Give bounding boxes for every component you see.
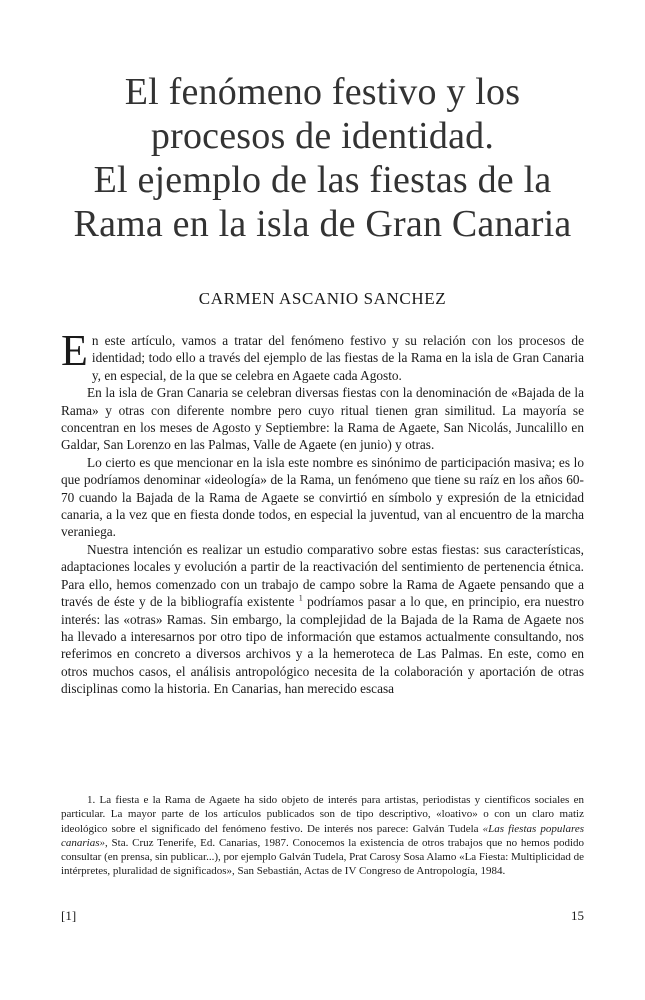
footnote-ref: 1 (298, 593, 303, 603)
paragraph-4-text-b: podríamos pasar a lo que, en principio, era nuestro interés: las «otras» Ramas. Sin embargo, la complejidad de la Bajada de la Rama de Agaete nos ha llevado a interesarnos por otro tipo de información que estamos actualmente consultando, nos referimos en concreto a diversos archivos y a la hemeroteca de Las Palmas. En este, como en otros muchos casos, el análisis antropológico necesita de la colaboración y aportación de otras disciplinas como la historia. En Canarias, han merecido escasa (61, 594, 585, 697)
footnote-text-a: 1. La fiesta e la Rama de Agaete ha sido objeto de interés para artistas, periodistas y científicos sociales en particular. La mayor parte de los artículos publicados son de tipo descriptivo, «loativo» o con un claro matiz ideológico sobre el significado del fenómeno festivo. De interés nos parece: Galván Tudela (61, 794, 584, 835)
title-line: El ejemplo de las fiestas de la (93, 159, 552, 201)
paragraph-1-text: n este artículo, vamos a tratar del fenómeno festivo y su relación con los procesos de identidad; todo ello a través del ejemplo de las fiestas de la Rama en la isla de Gran Canaria y, en especial, de la que se celebra en Agaete cada Agosto. (91, 333, 584, 383)
article-body (61, 326, 585, 698)
footnote-1 (61, 793, 584, 879)
paragraph-4 (61, 541, 584, 698)
paragraph-2: En la isla de Gran Canaria se celebran diversas fiestas con la denominación de «Bajada de la Rama» y otras con diferente nombre pero cuyo ritual tienen gran similitud. La mayoría se concentran en los meses de Agosto y Septiembre: la Rama de Agaete, San Nicolás, Juncalillo en Galdar, San Lorenzo en las Palmas, Valle de Agaete (en junio) y otras. (61, 385, 584, 453)
paragraph-1 (61, 326, 584, 384)
title-line: procesos de identidad. (150, 115, 495, 157)
paragraph-3: Lo cierto es que mencionar en la isla este nombre es sinónimo de participación masiva; es lo que podríamos denominar «ideología» de la Rama, un fenómeno que tiene su raíz en los años 60-70 cuando la Bajada de la Rama de Agaete se convirtió en símbolo y expresión de la etnicidad canaria, a la vez que en fiesta donde todos, en especial la juventud, van al encuentro de la marcha veraniega. (61, 454, 584, 540)
page-number: 15 (571, 908, 584, 923)
article-title (40, 70, 605, 246)
section-number: [1] (61, 908, 77, 923)
title-line: Rama en la isla de Gran Canaria (73, 203, 572, 245)
drop-cap: E (61, 326, 88, 375)
author-name: CARMEN ASCANIO SANCHEZ (198, 289, 447, 308)
footnotes (61, 793, 584, 879)
footnote-italic-title: «Las fiestas populares canarias» (61, 822, 584, 849)
paragraph-4-text-a: Nuestra intención es realizar un estudio comparativo sobre estas fiestas: sus características, adaptaciones locales y evolución a partir de la reactivación del sentimiento de pertenencia étnica. Para ello, hemos comenzado con un trabajo de campo sobre la Rama de Agaete pensando que a través de éste y de la bibliografía existente (61, 541, 584, 610)
title-line: El fenómeno festivo y los (124, 71, 521, 113)
footnote-text-b: , Sta. Cruz Tenerife, Ed. Canarias, 1987. Conocemos la existencia de otros trabajos que no hemos podido consultar (en prensa, sin publicar...), por ejemplo Galván Tudela, Prat Carosy Sosa Alamo «La Fiesta: Multiplicidad de intérpretes, pluralidad de significados», San Sebastián, Actas de IV Congreso de Antropología, 1984. (61, 836, 585, 878)
